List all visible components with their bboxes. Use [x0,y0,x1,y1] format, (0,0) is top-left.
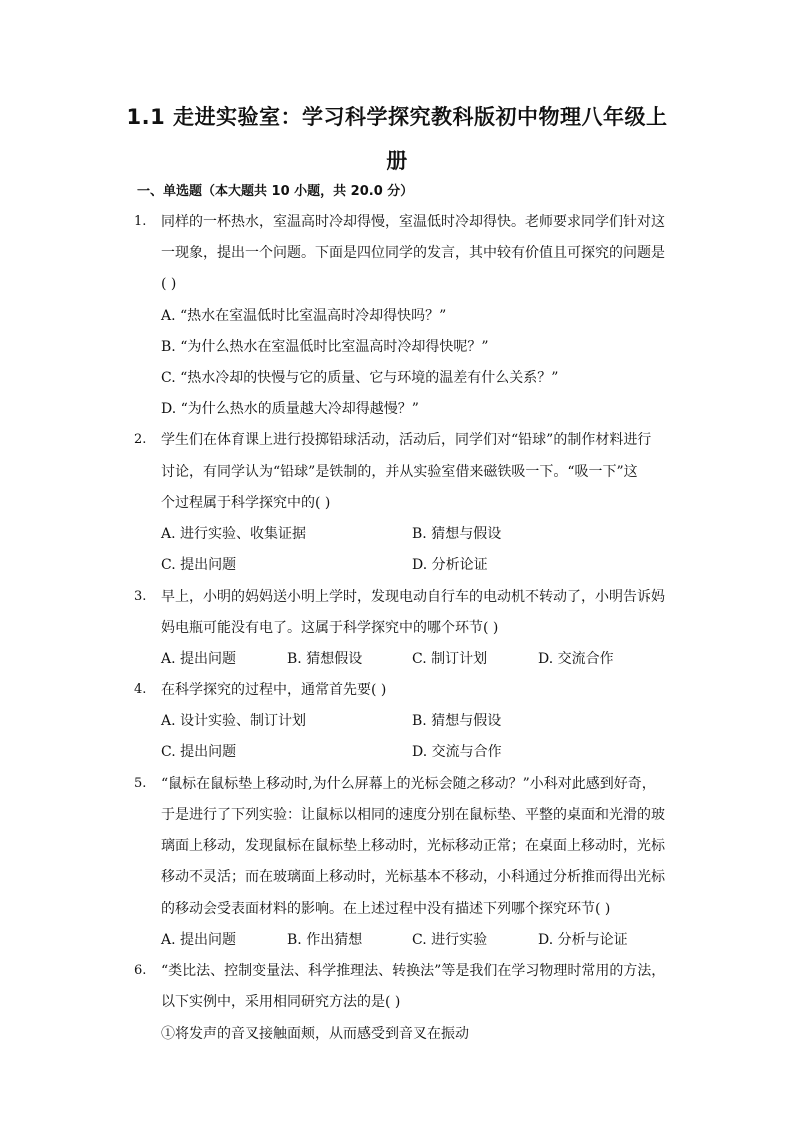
question-number: 4. [134,682,147,697]
question-text: 讨论，有同学认为“铅球”是铁制的，并从实验室借来磁铁吸一下。“吸一下”这 [161,464,638,480]
document-title-line-1: 1.1 走进实验室：学习科学探究教科版初中物理八年级上 [126,105,668,129]
question-text: 妈电瓶可能没有电了。这属于科学探究中的哪个环节( ) [161,620,499,636]
question-text: 一现象，提出一个问题。下面是四位同学的发言，其中较有价值且可探究的问题是 [161,245,665,261]
option-d: D. “为什么热水的质量越大冷却得越慢？” [161,401,419,417]
question-text: 早上，小明的妈妈送小明上学时，发现电动自行车的电动机不转动了，小明告诉妈 [161,589,665,605]
option-a: A. 提出问题 [161,651,237,667]
question-text: 学生们在体育课上进行投掷铅球活动，活动后，同学们对“铅球”的制作材料进行 [161,432,652,448]
question-text: ①将发声的音叉接触面颊，从而感受到音叉在振动 [161,1026,469,1042]
section-heading: 一、单选题（本大题共 10 小题，共 20.0 分） [137,184,414,199]
option-c: C. “热水冷却的快慢与它的质量、它与环境的温差有什么关系？” [161,370,559,386]
option-b: B. 猜想与假设 [412,526,502,542]
option-c: C. 提出问题 [161,557,237,573]
question-number: 1. [134,214,147,229]
question-text: 在科学探究的过程中，通常首先要( ) [161,682,387,698]
question-number: 6. [134,963,147,978]
question-text: 移动不灵活；而在玻璃面上移动时，光标基本不移动，小科通过分析推而得出光标 [161,869,665,885]
option-b: B. “为什么热水在室温低时比室温高时冷却得快呢？” [161,339,489,355]
option-d: D. 分析与论证 [538,932,628,948]
option-a: A. “热水在室温低时比室温高时冷却得快吗？” [161,308,447,324]
document-title-line-2: 册 [386,149,408,173]
option-d: D. 交流合作 [538,651,614,667]
option-a: A. 设计实验、制订计划 [161,713,307,729]
option-c: C. 进行实验 [412,932,488,948]
question-number: 3. [134,589,147,604]
question-number: 5. [134,776,147,791]
question-text: ( ) [161,276,177,292]
option-c: C. 提出问题 [161,744,237,760]
question-number: 2. [134,432,147,447]
question-text: 于是进行了下列实验：让鼠标以相同的速度分别在鼠标垫、平整的桌面和光滑的玻 [161,807,665,823]
question-text: 的移动会受表面材料的影响。在上述过程中没有描述下列哪个探究环节( ) [161,901,611,917]
option-b: B. 作出猜想 [287,932,363,948]
question-text: “类比法、控制变量法、科学推理法、转换法”等是我们在学习物理时常用的方法， [161,963,666,979]
question-text: 以下实例中，采用相同研究方法的是( ) [161,994,401,1010]
option-d: D. 交流与合作 [412,744,502,760]
option-a: A. 提出问题 [161,932,237,948]
question-text: 个过程属于科学探究中的( ) [161,495,331,511]
option-c: C. 制订计划 [412,651,488,667]
option-a: A. 进行实验、收集证据 [161,526,307,542]
question-text: “鼠标在鼠标垫上移动时,为什么屏幕上的光标会随之移动？”小科对此感到好奇， [161,776,656,792]
option-b: B. 猜想与假设 [412,713,502,729]
option-d: D. 分析论证 [412,557,488,573]
option-b: B. 猜想假设 [287,651,363,667]
question-text: 同样的一杯热水，室温高时冷却得慢，室温低时冷却得快。老师要求同学们针对这 [161,214,665,230]
question-text: 璃面上移动，发现鼠标在鼠标垫上移动时，光标移动正常；在桌面上移动时，光标 [161,838,665,854]
